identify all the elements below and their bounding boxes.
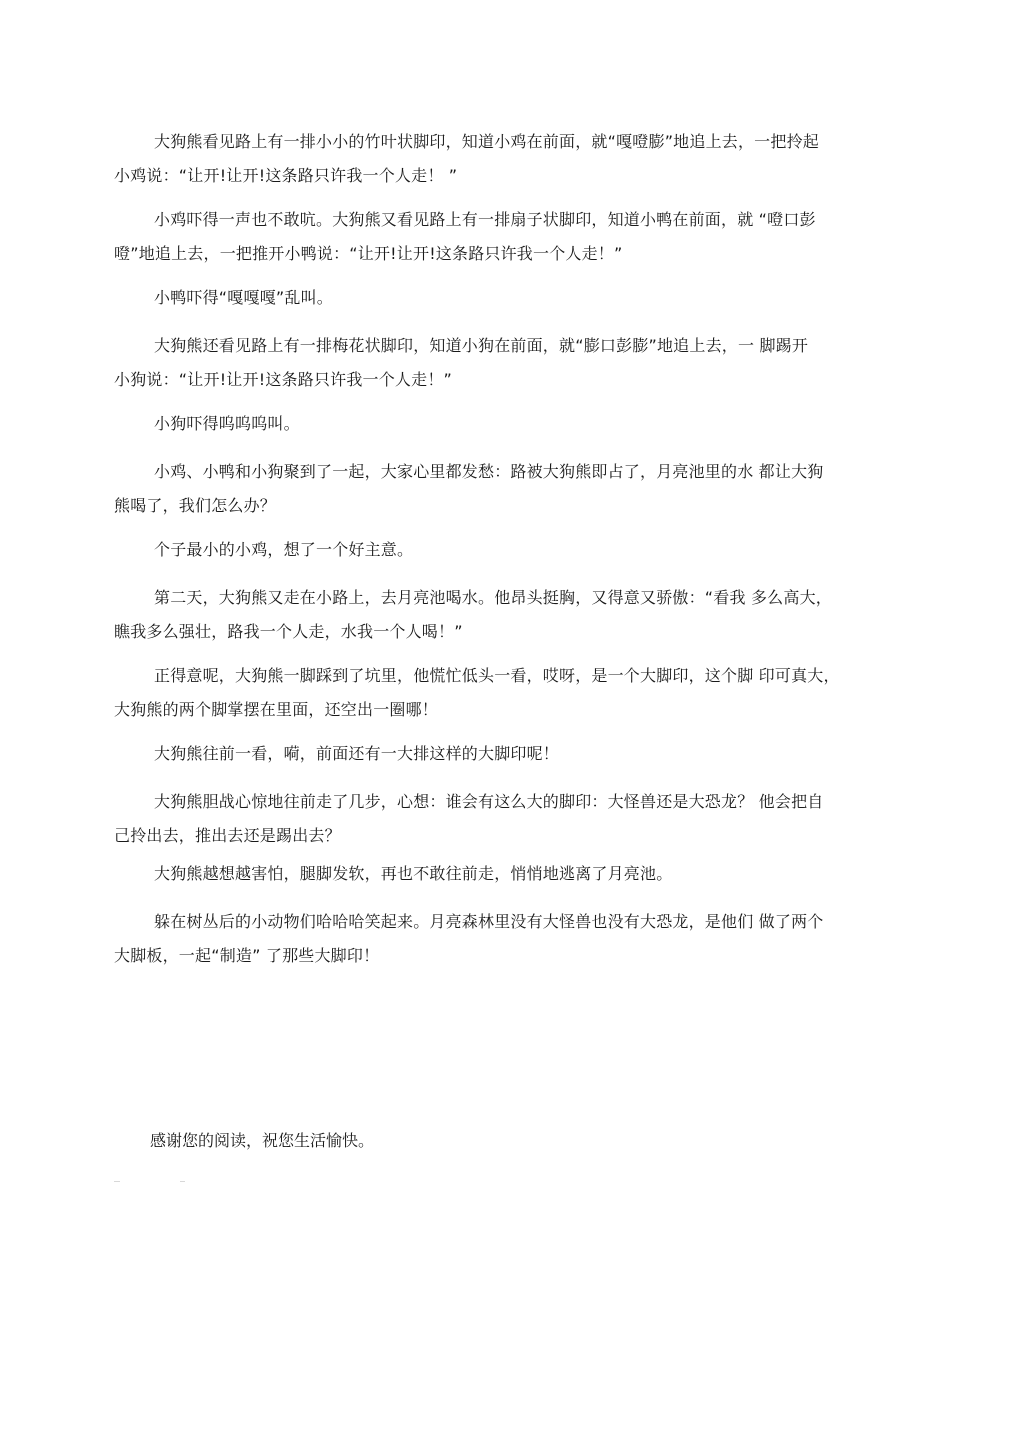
paragraph-10 <box>114 737 920 771</box>
paragraph-line: 大狗熊看见路上有一排小小的竹叶状脚印，知道小鸡在前面，就“嘎噔膨”地追上去，一把拎起 <box>154 132 819 151</box>
paragraph-line: 小鸡说：“让开!让开!这条路只许我一个人走！ ” <box>114 166 458 185</box>
paragraph-line: 噔”地追上去，一把推开小鸭说：“让开!让开!这条路只许我一个人走！” <box>114 244 623 263</box>
paragraph-3 <box>114 281 920 315</box>
paragraph-line: 瞧我多么强壮，路我一个人走，水我一个人喝！” <box>114 622 463 641</box>
paragraph-line: 第二天，大狗熊又走在小路上，去月亮池喝水。他昂头挺胸，又得意又骄傲：“看我 多么高大， <box>154 588 832 607</box>
paragraph-12 <box>114 857 920 891</box>
paragraph-11 <box>114 785 920 853</box>
paragraph-line: 己拎出去，推出去还是踢出去？ <box>114 826 341 845</box>
scan-speck <box>114 1181 120 1182</box>
paragraph-line: 小狗吓得呜呜呜叫。 <box>154 414 300 433</box>
paragraph-line: 小狗说：“让开!让开!这条路只许我一个人走！” <box>114 370 453 389</box>
paragraph-line: 大狗熊越想越害怕，腿脚发软，再也不敢往前走，悄悄地逃离了月亮池。 <box>154 864 673 883</box>
paragraph-line: 躲在树丛后的小动物们哈哈哈笑起来。月亮森林里没有大怪兽也没有大恐龙，是他们 做了两个 <box>154 912 824 931</box>
paragraph-line: 大狗熊往前一看，嗬，前面还有一大排这样的大脚印呢！ <box>154 744 560 763</box>
paragraph-line: 小鸡吓得一声也不敢吭。大狗熊又看见路上有一排扇子状脚印，知道小鸭在前面，就 “噔口彭 <box>154 210 816 229</box>
paragraph-line: 大狗熊还看见路上有一排梅花状脚印，知道小狗在前面，就“膨口彭膨”地追上去，一 脚踢开 <box>154 336 809 355</box>
paragraph-6 <box>114 455 920 523</box>
paragraph-line: 小鸡、小鸭和小狗聚到了一起，大家心里都发愁：路被大狗熊即占了，月亮池里的水 都让大狗 <box>154 462 824 481</box>
paragraph-13 <box>114 905 920 973</box>
paragraph-8 <box>114 581 920 649</box>
scan-speck <box>180 1181 185 1182</box>
closing-message: 感谢您的阅读，祝您生活愉快。 <box>150 1131 375 1150</box>
paragraph-4 <box>114 329 920 397</box>
paragraph-2 <box>114 203 920 271</box>
paragraph-7 <box>114 533 920 567</box>
paragraph-line: 大脚板，一起“制造” 了那些大脚印！ <box>114 946 380 965</box>
paragraph-line: 熊喝了，我们怎么办？ <box>114 496 277 515</box>
paragraph-9 <box>114 659 920 727</box>
paragraph-line: 大狗熊胆战心惊地往前走了几步，心想：谁会有这么大的脚印：大怪兽还是大恐龙？ 他会把自 <box>154 792 824 811</box>
paragraph-1 <box>114 125 920 193</box>
paragraph-line: 小鸭吓得“嘎嘎嘎”乱叫。 <box>154 288 333 307</box>
paragraph-line: 个子最小的小鸡，想了一个好主意。 <box>154 540 414 559</box>
paragraph-line: 正得意呢，大狗熊一脚踩到了坑里，他慌忙低头一看，哎呀，是一个大脚印，这个脚 印可真大， <box>154 666 840 685</box>
paragraph-5 <box>114 407 920 441</box>
paragraph-line: 大狗熊的两个脚掌摆在里面，还空出一圈哪！ <box>114 700 439 719</box>
